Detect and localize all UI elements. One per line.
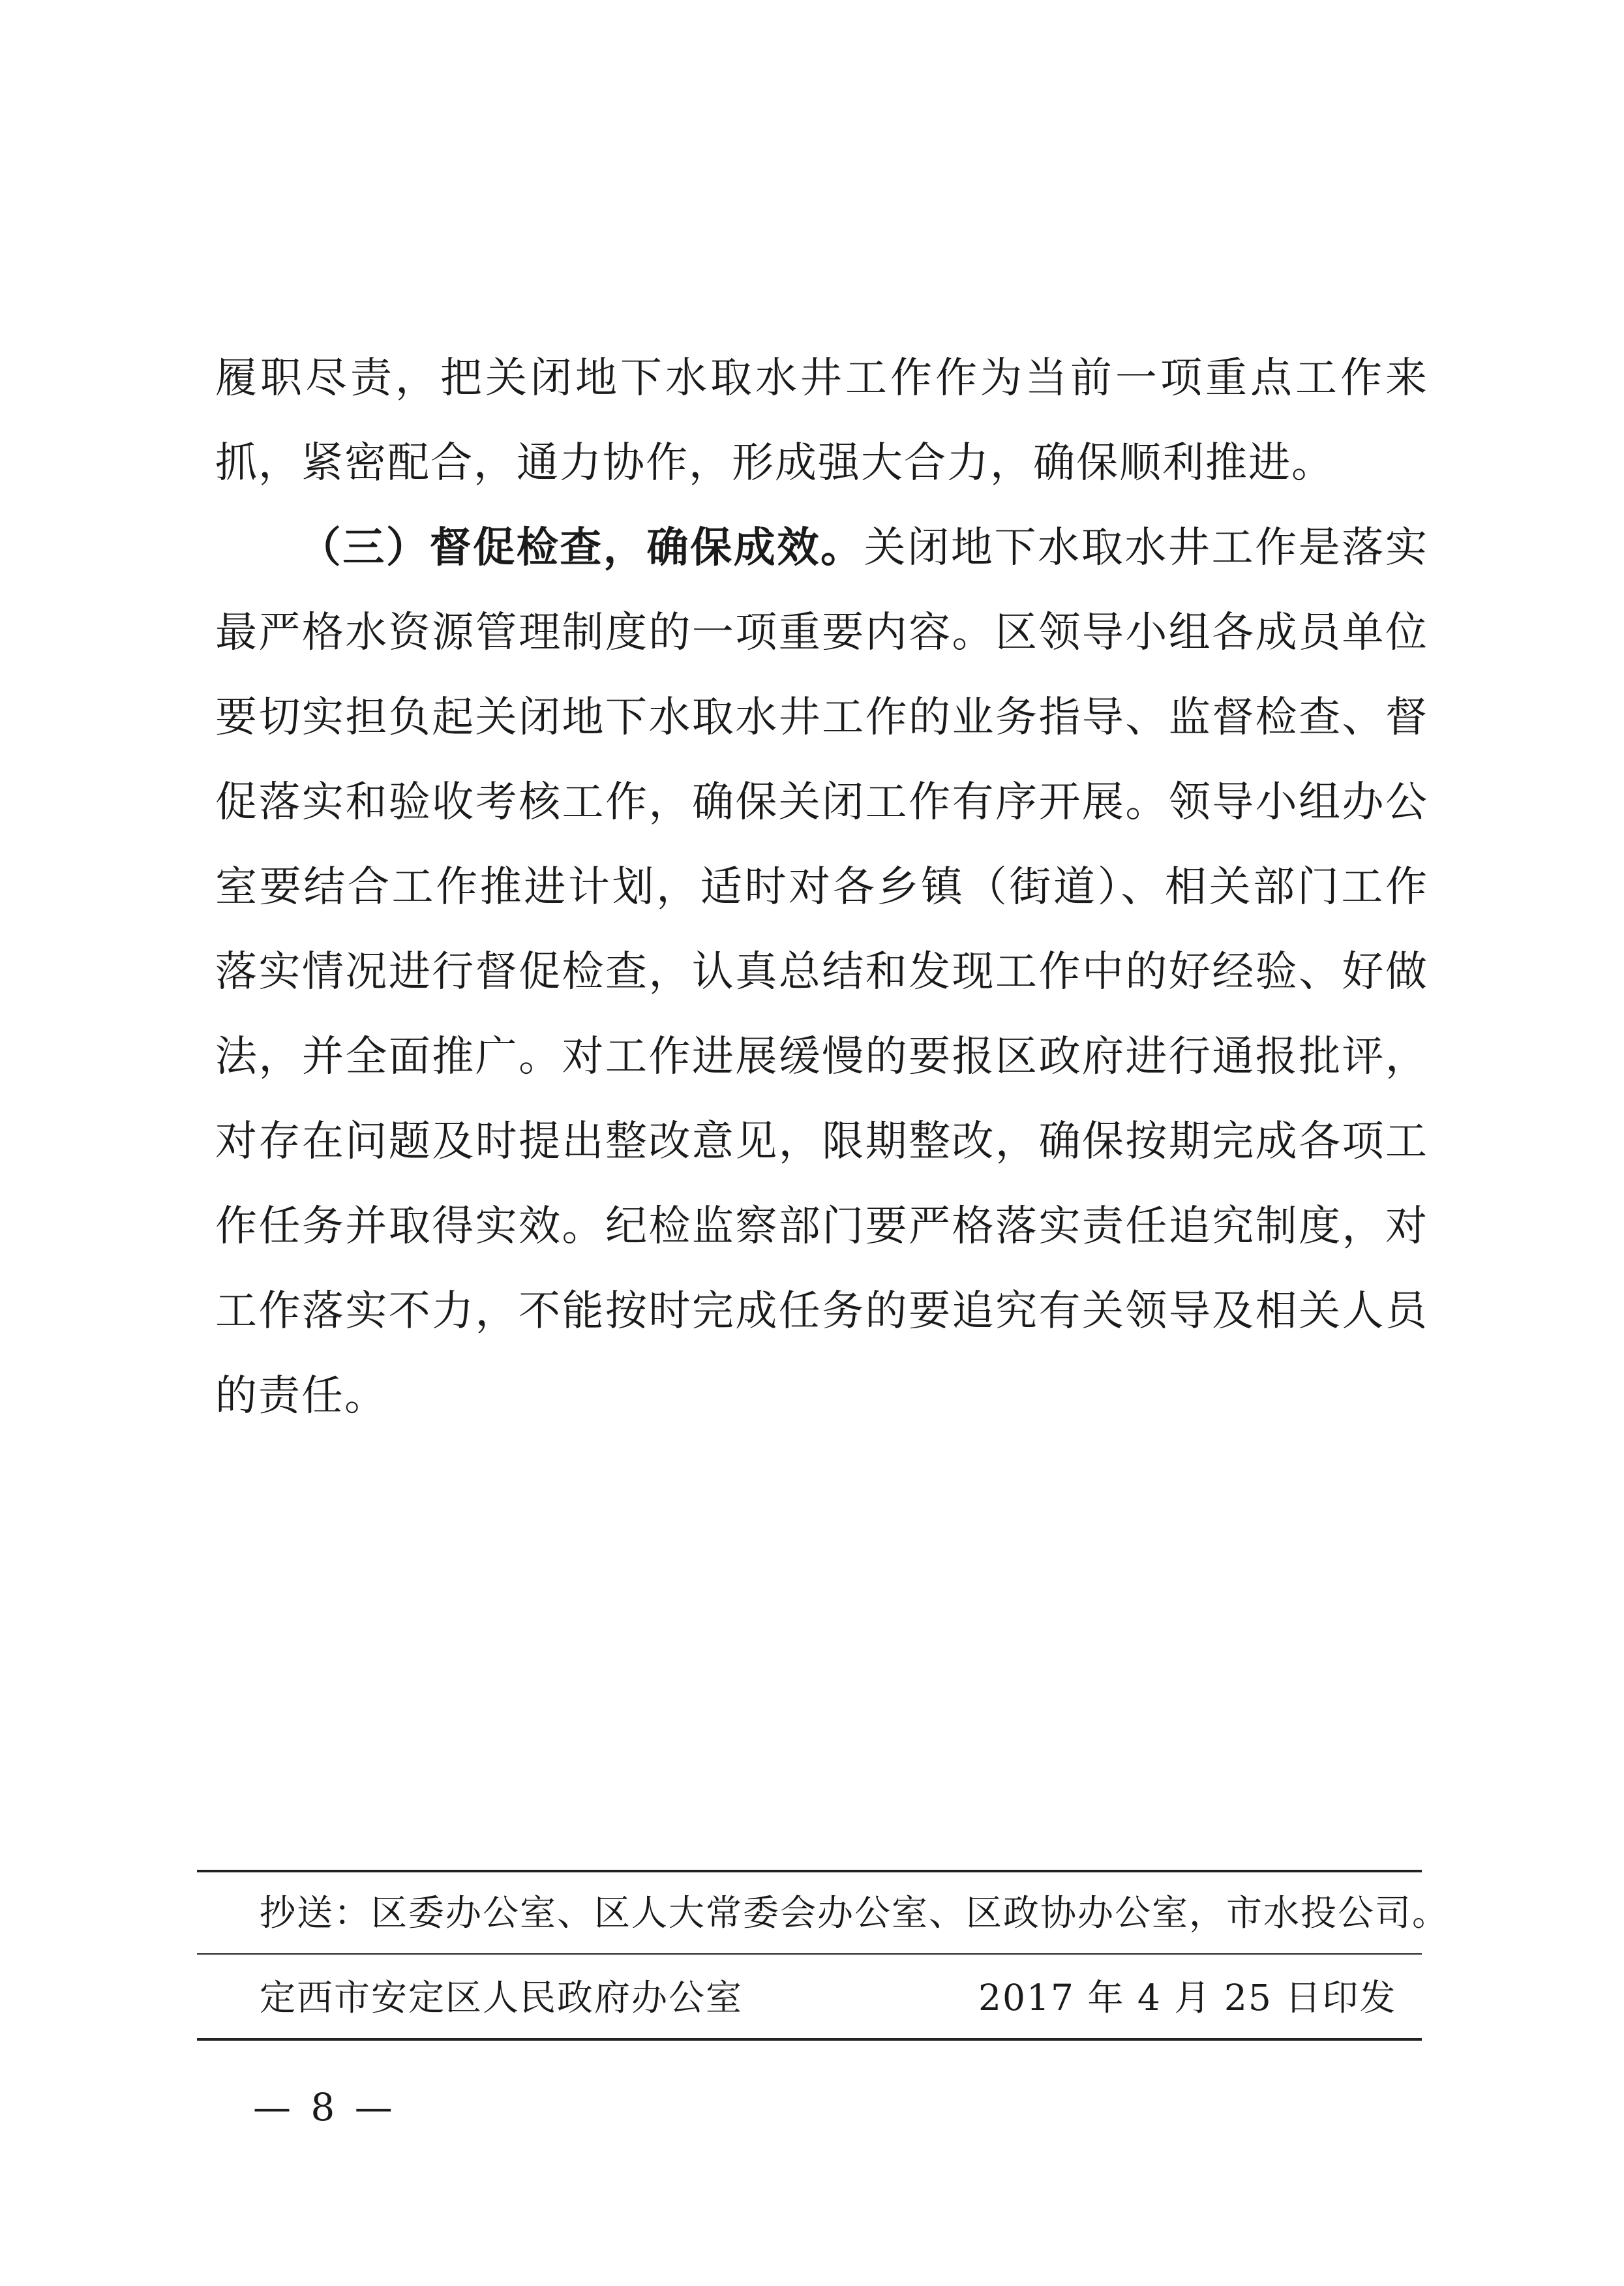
page-number: — 8 —	[253, 2085, 397, 2129]
paragraph-line: 室要结合工作推进计划，适时对各乡镇（街道）、相关部门工作	[215, 863, 1428, 911]
paragraph-line: 抓，紧密配合，通力协作，形成强大合力，确保顺利推进。	[215, 439, 1334, 487]
paragraph-line: 法，并全面推广。对工作进展缓慢的要报区政府进行通报批评，	[215, 1033, 1428, 1081]
paragraph-line: 最严格水资源管理制度的一项重要内容。区领导小组各成员单位	[215, 609, 1428, 657]
paragraph-line: 履职尽责，把关闭地下水取水井工作作为当前一项重点工作来	[215, 354, 1428, 403]
document-body	[215, 336, 1428, 1439]
paragraph-line: 关闭地下水取水井工作是落实	[864, 524, 1429, 572]
paragraph-line: 作任务并取得实效。纪检监察部门要严格落实责任追究制度，对	[215, 1202, 1428, 1251]
paragraph-line: 落实情况进行督促检查，认真总结和发现工作中的好经验、好做	[215, 948, 1428, 996]
footer-middle-rule	[197, 1953, 1422, 1955]
paragraph-line: 要切实担负起关闭地下水取水井工作的业务指导、监督检查、督	[215, 693, 1428, 742]
section-3-first-line	[215, 506, 1428, 590]
footer-top-rule	[197, 1870, 1422, 1872]
issuer-name: 定西市安定区人民政府办公室	[260, 1977, 744, 2019]
paragraph-line: 促落实和验收考核工作，确保关闭工作有序开展。领导小组办公	[215, 778, 1428, 827]
section-3-heading: （三）督促检查，确保成效。	[299, 524, 864, 572]
paragraph-line: 工作落实不力，不能按时完成任务的要追究有关领导及相关人员	[215, 1287, 1428, 1335]
footer-bottom-rule	[197, 2038, 1422, 2041]
paragraph-line: 对存在问题及时提出整改意见，限期整改，确保按期完成各项工	[215, 1118, 1428, 1166]
cc-line: 抄送：区委办公室、区人大常委会办公室、区政协办公室，市水投公司。	[260, 1892, 1450, 1934]
issue-date: 2017 年 4 月 25 日印发	[978, 1977, 1397, 2019]
paragraph-line: 的责任。	[215, 1372, 387, 1420]
